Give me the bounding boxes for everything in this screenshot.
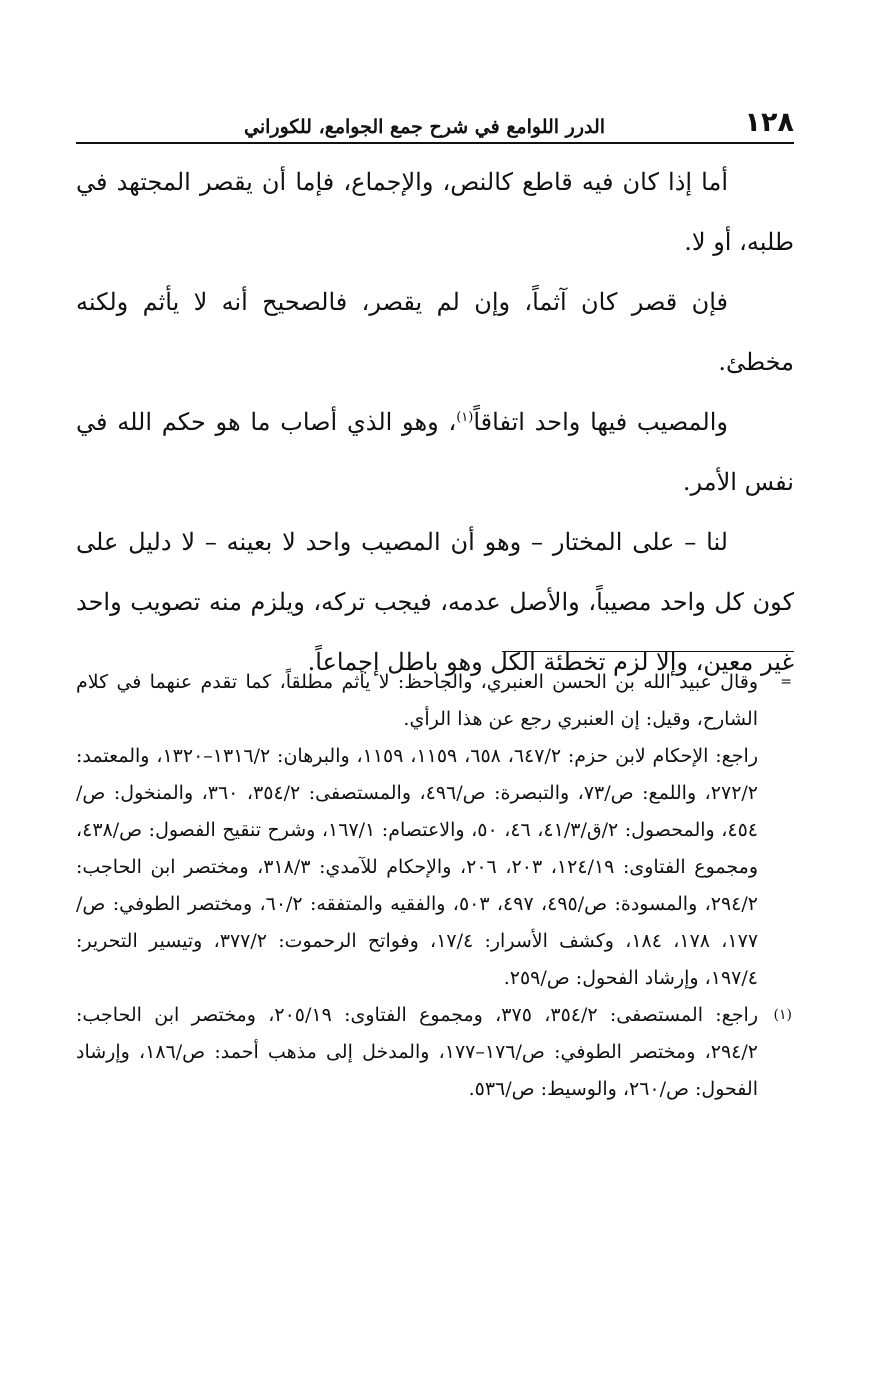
paragraph [76, 392, 794, 512]
running-title: الدرر اللوامع في شرح جمع الجوامع، للكوراني [244, 116, 606, 138]
footnote [76, 997, 792, 1108]
footnote-continuation-mark: = [780, 674, 792, 690]
footnote-text: راجع: المستصفى: ٣٥٤/٢، ٣٧٥، ومجموع الفتاوى: ٢٠٥/١٩، ومختصر ابن الحاجب: ٢٩٤/٢، ومختصر الطوفي: ص/١٧٦–١٧٧، والمدخل إلى مذهب أحمد: ص/١٨٦، وإرشاد الفحول: ص/٢٦٠، والوسيط: ص/٥٣٦. [76, 1004, 758, 1100]
footnote [76, 664, 792, 738]
footnote-text: وقال عبيد الله بن الحسن العنبري، والجاحظ: لا يأثم مطلقاً، كما تقدم عنهما في كلام الشارح، وقيل: إن العنبري رجع عن هذا الرأي. [76, 671, 758, 730]
footnote-separator [502, 651, 794, 652]
footnote [76, 738, 792, 997]
paragraph-text: ، وهو الذي أصاب ما هو حكم الله في نفس الأمر. [76, 408, 794, 496]
footnote-label: (١) [773, 1007, 792, 1023]
footnote-reference-mark[interactable]: (١) [456, 410, 474, 425]
page-header [76, 96, 794, 144]
paragraph [76, 272, 794, 392]
paragraph-text: فإن قصر كان آثماً، وإن لم يقصر، فالصحيح أنه لا يأثم ولكنه مخطئ. [76, 288, 794, 376]
paragraph: أما إذا كان فيه قاطع كالنص، والإجماع، فإما أن يقصر المجتهد في طلبه، أو لا. [76, 168, 794, 256]
footnote-text: راجع: الإحكام لابن حزم: ٦٤٧/٢، ٦٥٨، ١١٥٩، ١١٥٩، والبرهان: ١٣١٦/٢–١٣٢٠، والمعتمد: ٢٧٢/٢، واللمع: ص/٧٣، والتبصرة: ص/٤٩٦، والمستصفى: ٣٥٤/٢، ٣٦٠، والمنخول: ص/٤٥٤، والمحصول: ٢/ق/٤١/٣، ٤٦، ٥٠، والاعتصام: ١٦٧/١، وشرح تنقيح الفصول: ص/٤٣٨، ومجموع الفتاوى: ١٢٤/١٩، ٢٠٣، ٢٠٦، والإحكام للآمدي: ٣١٨/٣، ومختصر ابن الحاجب: ٢٩٤/٢، والمسودة: ص/٤٩٥، ٤٩٧، ٥٠٣، والفقيه والمتفقه: ٦٠/٢، ومختصر الطوفي: ص/١٧٧، ١٧٨، ١٨٤، وكشف الأسرار: ١٧/٤، وفواتح الرحموت: ٣٧٧/٢، وتيسير التحرير: ١٩٧/٤، وإرشاد الفحول: ص/٢٥٩. [76, 745, 759, 989]
page-number: ١٢٨ [744, 107, 794, 138]
paragraph: لنا – على المختار – وهو أن المصيب واحد لا بعينه – لا دليل على كون كل واحد مصيباً، والأصل عدمه، فيجب تركه، ويلزم منه تصويب واحد غير معين، وإلا لزم تخطئة الكل وهو باطل إجماعاً. [76, 528, 794, 676]
footnotes-section [76, 664, 792, 1108]
main-text [76, 152, 794, 692]
paragraph-text: والمصيب فيها واحد اتفاقاً [473, 408, 729, 436]
